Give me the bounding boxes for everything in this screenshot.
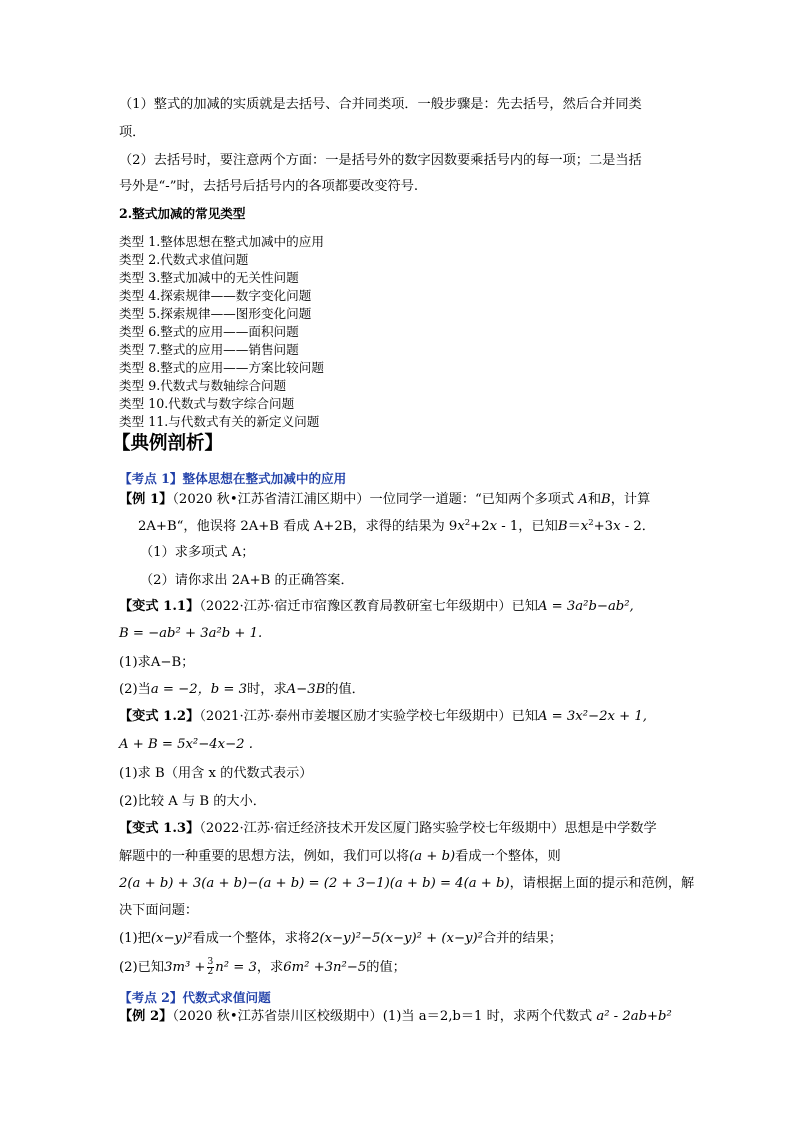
text-example-intro: 解题中的一种重要的思想方法，例如，我们可以将 <box>119 849 410 864</box>
condition-a-b: a = −2，b = 3 <box>150 682 248 697</box>
text-minus1: - 1，已知 <box>497 519 558 534</box>
type-item-6: 类型 6.整式的应用——面积问题 <box>119 324 299 339</box>
text-as-whole: 看成一个整体，则 <box>455 849 561 864</box>
intro-line-4: 号外是“-”时，去括号后括号内的各项都要改变符号. <box>119 179 419 194</box>
expr-A-minus-3B: A−3B <box>286 682 326 697</box>
text-and: 和 <box>587 492 601 507</box>
text-minus2: - 2． <box>620 519 655 534</box>
type-item-5: 类型 5.探索规律——图形变化问题 <box>119 306 312 321</box>
variant-1-2-line-1 <box>119 708 647 726</box>
variant-1-2-question-2: (2)比较 A 与 B 的大小． <box>119 794 266 809</box>
variant-1-3-source: （2022·江苏·宿迁经济技术开发区厦门路实验学校七年级期中）思想是中学数学 <box>199 821 657 836</box>
text-follow-hint: ，请根据上面的提示和范例，解 <box>509 876 695 891</box>
variant-1-1-eq-A: A = 3a²b−ab², <box>537 599 634 614</box>
example-1-line-1 <box>119 491 650 509</box>
analysis-heading: 【典例剖析】 <box>112 433 224 454</box>
kaodian-2-title: 【考点 2】代数式求值问题 <box>119 990 271 1005</box>
example-1-line-2: 2A+B“，他误将 2A+B 看成 A+2B，求得的结果为 $9x^2+2x - 1$，已知$B=x^2+3x - 2$． <box>138 518 655 534</box>
text-when: (2)当 <box>119 682 151 697</box>
text-put: (1)把 <box>119 931 151 946</box>
example-1-source: （2020 秋•江苏省清江浦区期中）一位同学一道题：“已知两个多项式 <box>172 492 575 507</box>
variant-1-2-question-1: (1)求 B（用含 x 的代数式表示） <box>119 766 313 781</box>
type-item-1: 类型 1.整体思想在整式加减中的应用 <box>119 234 324 249</box>
variant-1-2-eq-A: A = 3x²−2x + 1, <box>537 709 647 724</box>
variant-1-3-line-2 <box>119 848 561 866</box>
variant-1-2-label: 【变式 1.2】 <box>119 709 200 724</box>
expr-2A-plus-B: 2A+B <box>138 519 177 534</box>
expr-3m-cubed: 3m³ + <box>164 960 206 975</box>
var-B: B <box>601 492 611 507</box>
type-item-8: 类型 8.整式的应用——方案比较问题 <box>119 360 324 375</box>
text-find: 时，求 <box>247 682 287 697</box>
expr-combine: 2(x−y)²−5(x−y)² + (x−y)² <box>311 931 483 946</box>
expr-x-minus-y-sq: (x−y)² <box>150 931 193 946</box>
variant-1-2-eq-sum: A + B = 5x²−4x−2 . <box>119 737 253 752</box>
var-B-2: B <box>557 519 568 534</box>
variant-1-1-question-2 <box>119 681 365 699</box>
example-1-question-1: （1）求多项式 A； <box>140 545 255 560</box>
example-1-question-2: （2）请你求出 2A+B 的正确答案． <box>140 573 354 588</box>
kaodian-1-title: 【考点 1】整体思想在整式加减中的应用 <box>119 471 347 486</box>
text-compute: ，计算 <box>610 492 651 507</box>
intro-line-3: （2）去括号时，要注意两个方面：一是括号外的数字因数要乘括号内的每一项；二是当括 <box>119 153 642 168</box>
type-item-3: 类型 3.整式加减中的无关性问题 <box>119 270 299 285</box>
text-value-2: 的值； <box>366 960 406 975</box>
text-result: 合并的结果； <box>482 931 563 946</box>
variant-1-1-eq-B: B = −ab² + 3a²b + 1. <box>119 626 263 641</box>
expr-example-equation: 2(a + b) + 3(a + b)−(a + b) = (2 + 3−1)(a + b) = 4(a + b) <box>119 876 510 891</box>
example-2-body: （2020 秋•江苏省崇川区校级期中）(1)当 a＝2,b＝1 时，求两个代数式 <box>172 1009 593 1024</box>
variant-1-3-line-4: 决下面问题： <box>119 903 199 918</box>
text-misread: “，他误将 2A+B 看成 A+2B，求得的结果为 9 <box>176 519 458 534</box>
text-given: (2)已知 <box>119 960 165 975</box>
fraction-numerator: 3 <box>207 957 214 967</box>
expr-a-plus-b: (a + b) <box>409 849 456 864</box>
variant-1-1-source: （2022·江苏·宿迁市宿豫区教育局教研室七年级期中）已知 <box>199 599 538 614</box>
type-item-11: 类型 11.与代数式有关的新定义问题 <box>119 414 320 429</box>
intro-line-2: 项． <box>119 125 146 140</box>
text-plus2: +2 <box>470 519 490 534</box>
expr-a2-2ab-b2: a² - 2ab+b² <box>596 1009 672 1024</box>
text-plus3: +3 <box>593 519 614 534</box>
example-2-label: 【例 2】 <box>119 1009 173 1024</box>
variant-1-3-question-1 <box>119 930 562 948</box>
variant-1-1-line-1 <box>119 598 634 616</box>
text-value: 的值． <box>325 682 365 697</box>
section-2-title: 2.整式加减的常见类型 <box>119 206 246 221</box>
type-item-9: 类型 9.代数式与数轴综合问题 <box>119 378 287 393</box>
fraction-three-halves <box>207 958 215 977</box>
type-item-4: 类型 4.探索规律——数字变化问题 <box>119 288 312 303</box>
fraction-denominator: 2 <box>207 967 214 977</box>
type-item-7: 类型 7.整式的应用——销售问题 <box>119 342 299 357</box>
variant-1-3-line-3 <box>119 875 694 893</box>
expr-target: 6m² +3n²−5 <box>283 960 367 975</box>
example-1-label: 【例 1】 <box>119 492 173 507</box>
expr-n-sq-eq-3: n² = 3 <box>215 960 257 975</box>
variant-1-3-label: 【变式 1.3】 <box>119 821 200 836</box>
text-find-2: ，求 <box>256 960 284 975</box>
type-item-10: 类型 10.代数式与数字综合问题 <box>119 396 295 411</box>
example-2-line-1 <box>119 1008 672 1026</box>
type-item-2: 类型 2.代数式求值问题 <box>119 252 249 267</box>
text-as-whole-find: 看成一个整体，求将 <box>192 931 312 946</box>
text-eq: ＝ <box>567 519 581 534</box>
variant-1-3-question-2 <box>119 958 406 977</box>
variant-1-1-label: 【变式 1.1】 <box>119 599 200 614</box>
variant-1-1-question-1: (1)求A−B； <box>119 655 195 670</box>
intro-line-1: （1）整式的加减的实质就是去括号、合并同类项．一般步骤是：先去括号，然后合并同类 <box>119 97 642 112</box>
variant-1-2-source: （2021·江苏·泰州市姜堰区励才实验学校七年级期中）已知 <box>199 709 538 724</box>
variant-1-3-line-1 <box>119 820 657 838</box>
var-A: A <box>578 492 588 507</box>
